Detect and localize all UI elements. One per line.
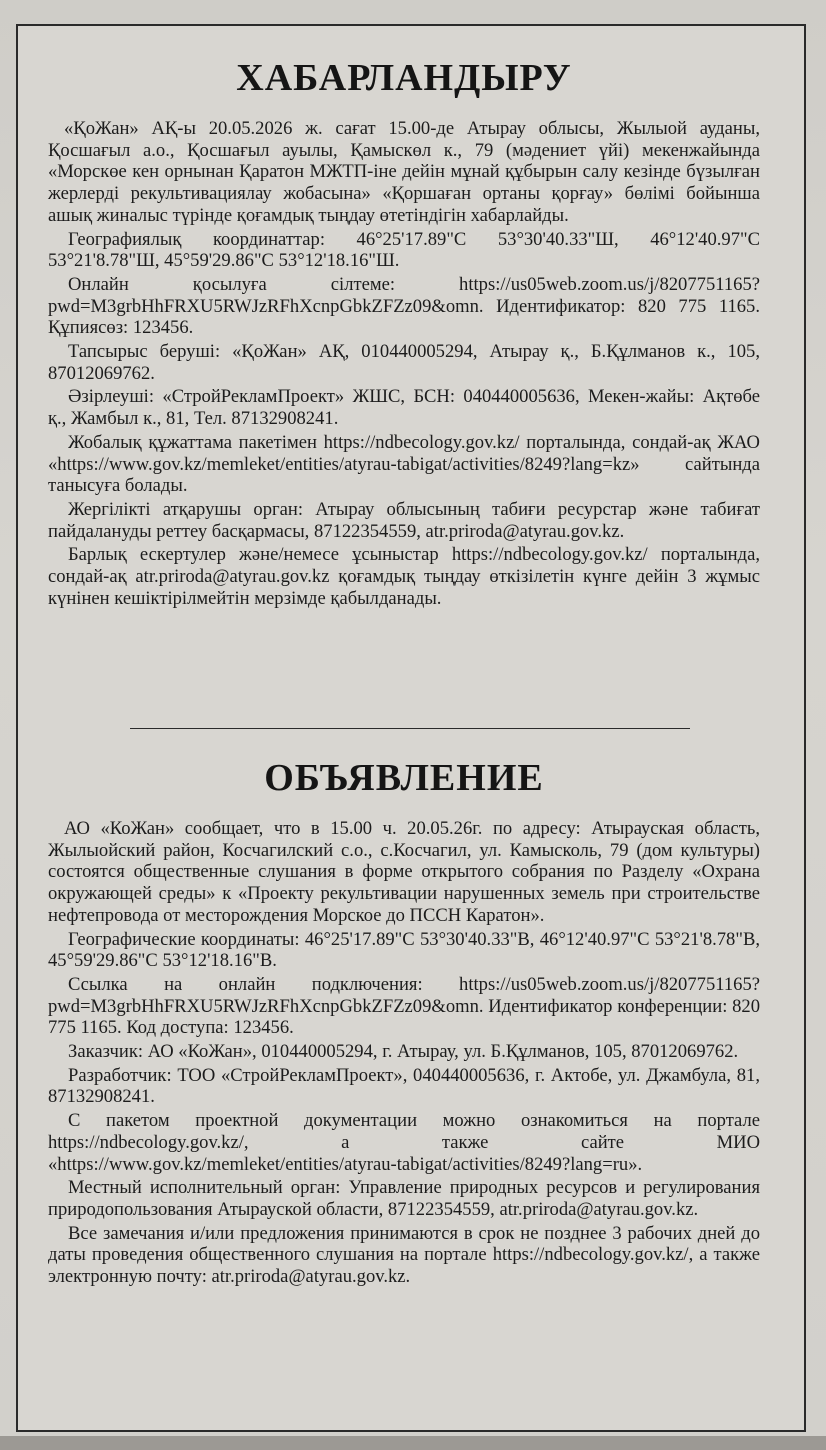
- kazakh-paragraph: «ҚоЖан» АҚ-ы 20.05.2026 ж. сағат 15.00-де Атырау облысы, Жылыой ауданы, Қосшағыл а.о., Қосшағыл ауылы, Қамыскөл к., 79 (мәдениет үйі) мекенжайында «Морскөе кен орнынан Қаратон МЖТП-іне дейін мұнай құбырын салу кезінде бүзылған жерлерді рекультивациялау жобасына» «Қоршаған ортаны қорғау» бөлімі бойынша ашық жиналыс түрінде қоғамдық тыңдау өтетіндігін хабарлайды.: [48, 118, 760, 226]
- page-bottom-edge: [0, 1436, 826, 1450]
- kazakh-remarks: Барлық ескертулер және/немесе ұсыныстар https://ndbecology.gov.kz/ порталында, сондай-ақ atr.priroda@atyrau.gov.kz қоғамдық тыңдау өткізілетін күнге дейін 3 жұмыс күнінен кешіктірілмейтін мерзімде қабылданады.: [48, 544, 760, 609]
- kazakh-documentation: Жобалық құжаттама пакетімен https://ndbecology.gov.kz/ порталында, сондай-ақ ЖАО «https://www.gov.kz/memleket/entities/atyrau-tabigat/activities/8249?lang=kz» сайтында танысуға болады.: [48, 431, 760, 497]
- kazakh-announcement-title: ХАБАРЛАНДЫРУ: [236, 57, 572, 99]
- kazakh-announcement: [48, 56, 760, 609]
- russian-documentation: С пакетом проектной документации можно ознакомиться на портале https://ndbecology.gov.kz/, а также сайте МИО «https://www.gov.kz/memleket/entities/atyrau-tabigat/activities/8249?lang=ru».: [48, 1110, 760, 1175]
- russian-online-link: Ссылка на онлайн подключения: https://us05web.zoom.us/j/8207751165?pwd=M3grbHhFRXU5RWJzRFhXcnpGbkZFZz09&omn. Идентификатор конференции: 820 775 1165. Код доступа: 123456.: [48, 973, 760, 1039]
- kazakh-customer: Тапсырыс беруші: «ҚоЖан» АҚ, 010440005294, Атырау қ., Б.Құлманов к., 105, 87012069762.: [48, 341, 760, 384]
- russian-local-authority: Местный исполнительный орган: Управление природных ресурсов и регулирования природопользования Атырауской области, 87122354559, atr.priroda@atyrau.gov.kz.: [48, 1177, 760, 1220]
- kazakh-coordinates: Географиялық координаттар: 46°25'17.89"С 53°30'40.33"Ш, 46°12'40.97"С 53°21'8.78"Ш, 45°59'29.86"С 53°12'18.16"Ш.: [48, 228, 760, 272]
- russian-paragraph: АО «КоЖан» сообщает, что в 15.00 ч. 20.05.26г. по адресу: Атырауская область, Жылыойский район, Косчагилский с.о., с.Косчагил, ул. Камысколь, 79 (дом культуры) состоятся общественные слушания в форме открытого собрания по Разделу «Охрана окружающей среды» к «Проекту рекультивации нарушенных земель при строительстве нефтепровода от месторождения Морское до ПССН Каратон».: [48, 818, 760, 926]
- russian-customer: Заказчик: АО «КоЖан», 010440005294, г. Атырау, ул. Б.Құлманов, 105, 87012069762.: [68, 1041, 739, 1063]
- kazakh-local-authority: Жергілікті атқарушы орган: Атырау облысының табиғи ресурстар және табиғат пайдалануды реттеу басқармасы, 87122354559, atr.priroda@atyrau.gov.kz.: [48, 498, 760, 542]
- kazakh-online-link: Онлайн қосылуға сілтеме: https://us05web.zoom.us/j/8207751165?pwd=M3grbHhFRXU5RWJzRFhXcnpGbkZFZz09&omn. Идентификатор: 820 775 1165. Құпиясөз: 123456.: [48, 273, 760, 339]
- section-divider: [130, 728, 690, 729]
- russian-announcement-title: ОБЪЯВЛЕНИЕ: [264, 757, 544, 799]
- russian-announcement: [48, 756, 760, 1288]
- russian-coordinates: Географические координаты: 46°25'17.89"С 53°30'40.33"В, 46°12'40.97"С 53°21'8.78"В, 45°59'29.86"С 53°12'18.16"В.: [48, 928, 760, 972]
- russian-remarks: Все замечания и/или предложения принимаются в срок не позднее 3 рабочих дней до даты проведения общественного слушания на портале https://ndbecology.gov.kz/, а также электронную почту: atr.priroda@atyrau.gov.kz.: [48, 1222, 760, 1288]
- kazakh-developer: Әзірлеуші: «СтройРекламПроект» ЖШС, БСН: 040440005636, Мекен-жайы: Ақтөбе қ., Жамбыл к., 81, Тел. 87132908241.: [48, 386, 760, 430]
- russian-developer: Разработчик: ТОО «СтройРекламПроект», 040440005636, г. Актобе, ул. Джамбула, 81, 87132908241.: [48, 1064, 760, 1108]
